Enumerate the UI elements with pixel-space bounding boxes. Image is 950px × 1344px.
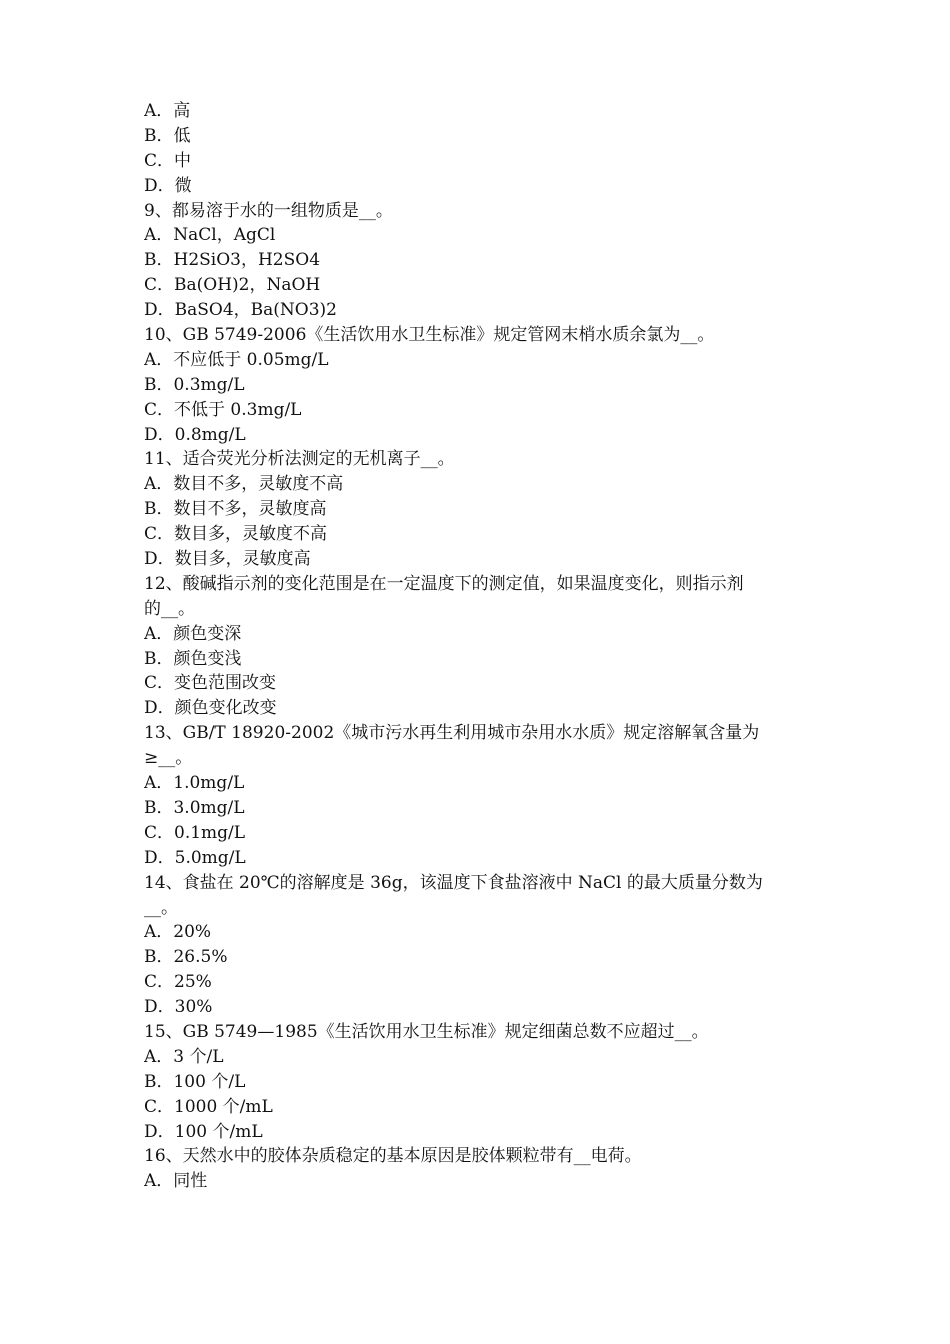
question-line: 15、GB 5749—1985《生活饮用水卫生标准》规定细菌总数不应超过__。 — [144, 1021, 709, 1042]
option-line: C．不低于 0.3mg/L — [144, 399, 302, 420]
option-line: C．25% — [144, 972, 212, 993]
option-line: C．1000 个/mL — [144, 1096, 273, 1117]
question-line-continuation: __。 — [144, 897, 178, 918]
option-line: C．中 — [144, 150, 192, 171]
option-line: D．0.8mg/L — [144, 424, 246, 445]
option-line: D．数目多，灵敏度高 — [144, 549, 311, 570]
option-line: A．1.0mg/L — [144, 773, 245, 794]
option-line: B．数目不多，灵敏度高 — [144, 499, 327, 520]
option-line: B．3.0mg/L — [144, 797, 245, 818]
option-line: D．100 个/mL — [144, 1121, 263, 1142]
option-line: C．数目多，灵敏度不高 — [144, 524, 328, 545]
question-line-continuation: ≥__。 — [144, 748, 193, 769]
option-line: D．5.0mg/L — [144, 847, 246, 868]
option-line: B．26.5% — [144, 947, 228, 968]
question-line: 16、天然水中的胶体杂质稳定的基本原因是胶体颗粒带有__电荷。 — [144, 1146, 642, 1167]
option-line: C．Ba(OH)2，NaOH — [144, 275, 321, 296]
question-line: 12、酸碱指示剂的变化范围是在一定温度下的测定值，如果温度变化，则指示剂 — [144, 573, 744, 594]
question-line: 9、都易溶于水的一组物质是__。 — [144, 200, 393, 221]
option-line: D．BaSO4，Ba(NO3)2 — [144, 300, 337, 321]
option-line: B．颜色变浅 — [144, 648, 242, 669]
question-line: 10、GB 5749-2006《生活饮用水卫生标准》规定管网末梢水质余氯为__。 — [144, 325, 715, 346]
option-line: C．变色范围改变 — [144, 673, 277, 694]
option-line: A．3 个/L — [144, 1046, 224, 1067]
option-line: D．颜色变化改变 — [144, 698, 277, 719]
option-line: A．不应低于 0.05mg/L — [144, 349, 329, 370]
option-line: D．30% — [144, 997, 213, 1018]
question-line: 13、GB/T 18920-2002《城市污水再生利用城市杂用水水质》规定溶解氧含量为 — [144, 723, 760, 744]
question-line: 11、适合荧光分析法测定的无机离子__。 — [144, 449, 455, 470]
option-line: B．100 个/L — [144, 1071, 246, 1092]
document-body — [144, 99, 814, 1194]
question-line-continuation: 的__。 — [144, 598, 195, 619]
option-line: A．NaCl，AgCl — [144, 225, 276, 246]
option-line: B．0.3mg/L — [144, 374, 245, 395]
option-line: A．高 — [144, 101, 191, 121]
option-line: A．数目不多，灵敏度不高 — [144, 474, 344, 495]
option-line: A．颜色变深 — [144, 623, 242, 644]
option-line: B．H2SiO3，H2SO4 — [144, 250, 321, 271]
question-line: 14、食盐在 20℃的溶解度是 36g，该温度下食盐溶液中 NaCl 的最大质量分数为 — [144, 872, 763, 893]
option-line: D．微 — [144, 175, 192, 196]
option-line: B．低 — [144, 125, 191, 146]
option-line: C．0.1mg/L — [144, 822, 246, 843]
option-line: A．同性 — [144, 1171, 208, 1192]
option-line: A．20% — [144, 922, 212, 943]
